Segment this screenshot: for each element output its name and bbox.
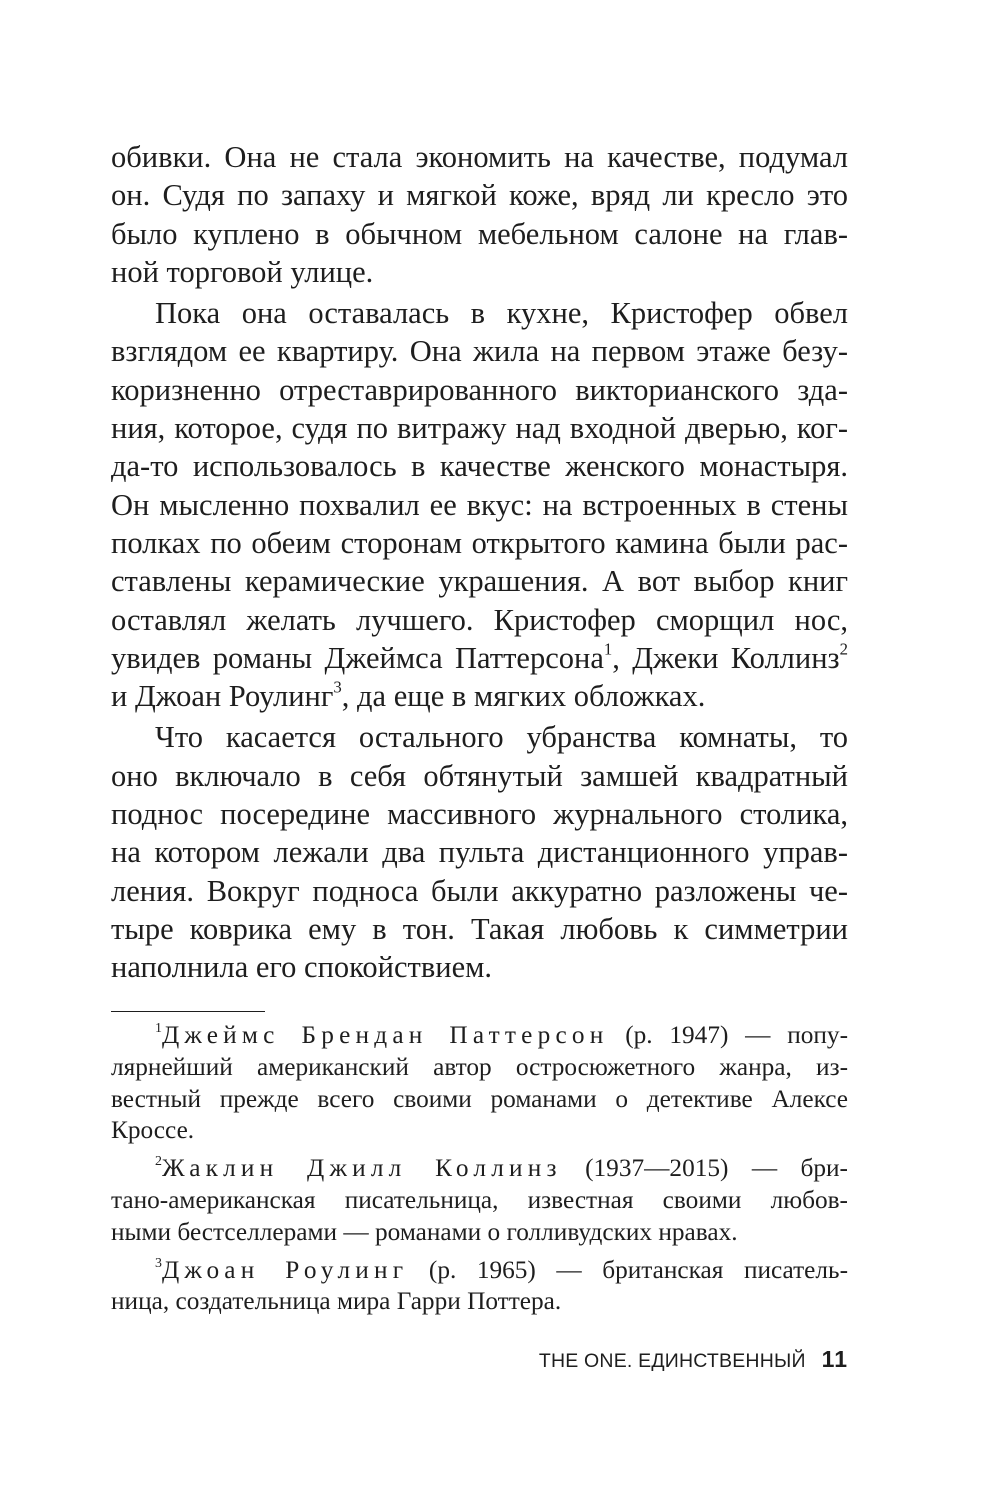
text-line: взглядом ее квартиру. Она жила на первом этаже безу- <box>111 334 848 369</box>
footnote-marker: 1 <box>155 1020 162 1036</box>
text-line: на котором лежали два пульта дистанционного управ- <box>111 835 848 870</box>
footnote-2 <box>111 1153 848 1248</box>
text-run: (р. 1965) — британская писатель- <box>408 1255 848 1284</box>
footnote-ref-1[interactable]: 1 <box>603 639 613 659</box>
paragraph <box>111 138 848 291</box>
footnote-name: Жаклин Джилл Коллинз <box>161 1154 562 1183</box>
text-line: ления. Вокруг подноса были аккуратно разложены че- <box>111 873 848 908</box>
text-line: да-то использовалось в качестве женского монастыря. <box>111 449 848 484</box>
footnote-name: Джеймс Брендан Паттерсон <box>161 1021 609 1049</box>
main-text <box>111 138 848 987</box>
text-run: и Джоан Роулинг <box>111 679 334 714</box>
text-line <box>111 639 848 677</box>
page-footer <box>539 1346 848 1373</box>
footnote-separator <box>111 1011 265 1012</box>
text-line: оно включало в себя обтянутый замшей квадратный <box>111 758 848 793</box>
footnote-ref-3[interactable]: 3 <box>333 677 342 697</box>
text-line: Пока она оставалась в кухне, Кристофер обвел <box>155 296 848 331</box>
text-run: (1937—2015) — бри- <box>561 1154 848 1183</box>
footnote-name: Джоан Роулинг <box>161 1255 409 1284</box>
footnote-3 <box>111 1255 848 1319</box>
text-line: обивки. Она не стала экономить на качестве, подумал <box>111 140 848 174</box>
text-line: ными бестселлерами — романами о голливудских нравах. <box>111 1217 738 1246</box>
text-line: ница, создательница мира Гарри Поттера. <box>111 1287 562 1316</box>
text-line: полках по обеим сторонам открытого камина были рас- <box>111 525 848 560</box>
text-line: тыре коврика ему в тон. Такая любовь к симметрии <box>111 911 848 946</box>
page-number: 11 <box>821 1346 848 1372</box>
footnote-ref-2[interactable]: 2 <box>839 639 848 659</box>
text-line: вестный прежде всего своими романами о детективе Алексе <box>111 1084 848 1113</box>
text-run: (р. 1947) — попу- <box>608 1021 848 1049</box>
text-line: оставлял желать лучшего. Кристофер сморщил нос, <box>111 602 848 637</box>
text-line: коризненно отреставрированного викторианского зда- <box>111 372 848 407</box>
text-run: увидев романы Джеймса Паттерсона <box>111 640 604 675</box>
text-run: , да еще в мягких обложках. <box>341 679 706 714</box>
text-line: наполнила его спокойствием. <box>111 950 493 985</box>
text-line <box>111 1020 848 1052</box>
text-line: Что касается остального убранства комнаты, то <box>155 720 848 755</box>
text-line: он. Судя по запаху и мягкой коже, вряд ли кресло это <box>111 178 848 213</box>
text-line: Он мысленно похвалил ее вкус: на встроенных в стены <box>111 487 848 522</box>
text-line: лярнейший американский автор остросюжетного жанра, из- <box>111 1052 848 1081</box>
text-run: , Джеки Коллинз <box>612 640 840 675</box>
text-line: Кроссе. <box>111 1116 195 1145</box>
paragraph <box>111 718 848 986</box>
footnotes <box>111 1020 848 1318</box>
text-line <box>111 677 848 715</box>
text-line: тано-американская писательница, известная своими любов- <box>111 1185 848 1214</box>
footnote-1 <box>111 1020 848 1147</box>
footnote-marker: 3 <box>155 1255 162 1271</box>
running-title: THE ONE. ЕДИНСТВЕННЫЙ <box>538 1350 806 1372</box>
paragraph <box>111 294 848 715</box>
text-line: ния, которое, судя по витражу над входной дверью, ког- <box>111 411 848 446</box>
text-line <box>111 1255 848 1287</box>
text-line: ной торговой улице. <box>111 254 374 289</box>
text-line: поднос посередине массивного журнального столика, <box>111 797 848 832</box>
text-line: ставлены керамические украшения. А вот выбор книг <box>111 564 848 599</box>
footnote-marker: 2 <box>155 1154 162 1170</box>
text-line <box>111 1153 848 1185</box>
text-line: было куплено в обычном мебельном салоне на глав- <box>111 216 848 251</box>
